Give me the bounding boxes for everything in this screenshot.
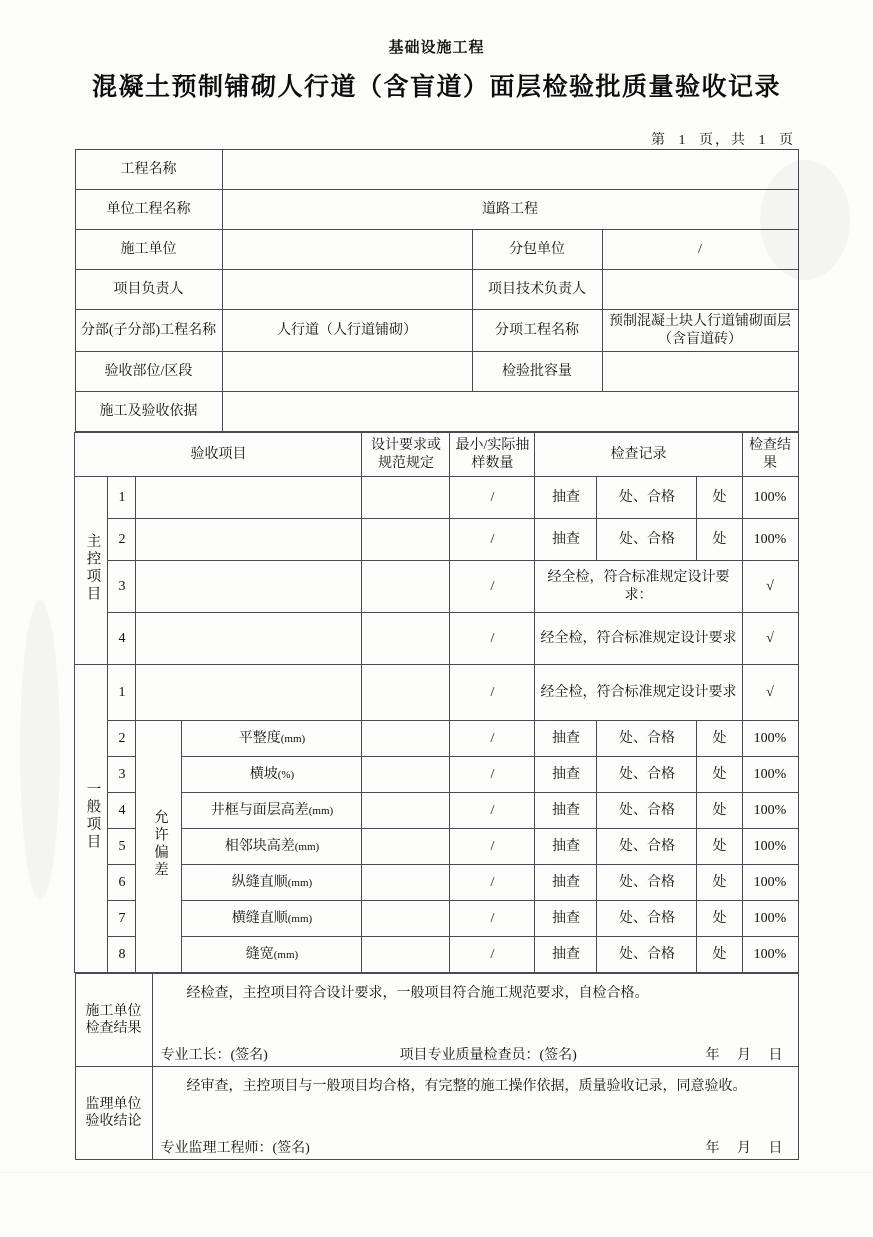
table-row xyxy=(75,937,798,973)
item-design[interactable] xyxy=(362,665,450,721)
division-value[interactable]: 人行道（人行道铺砌） xyxy=(222,310,472,352)
item-unit: (mm) xyxy=(280,732,306,745)
item-result[interactable]: 100% xyxy=(742,519,798,561)
item-name[interactable] xyxy=(182,901,362,937)
item-sampling[interactable]: / xyxy=(450,793,535,829)
item-sampling[interactable]: / xyxy=(450,757,535,793)
unit-project-value[interactable]: 道路工程 xyxy=(222,190,798,230)
item-sampling[interactable]: / xyxy=(450,665,535,721)
item-name[interactable] xyxy=(182,793,362,829)
item-design[interactable] xyxy=(362,613,450,665)
contractor-conclusion-row xyxy=(75,974,798,1067)
item-record-a[interactable]: 抽查 xyxy=(535,865,597,901)
contractor-label: 施工单位 xyxy=(75,230,222,270)
subcontractor-label: 分包单位 xyxy=(472,230,602,270)
item-no: 8 xyxy=(108,937,136,973)
item-no: 3 xyxy=(108,561,136,613)
item-design[interactable] xyxy=(362,519,450,561)
item-unit: (mm) xyxy=(294,840,320,853)
item-no: 3 xyxy=(108,757,136,793)
item-name-text: 相邻块高差 xyxy=(224,838,295,854)
item-record-full[interactable]: 经全检，符合标准规定设计要求 xyxy=(535,613,742,665)
table-row xyxy=(75,477,798,519)
page-suffix: 页 xyxy=(779,133,795,148)
item-design[interactable] xyxy=(362,477,450,519)
page-number-line xyxy=(0,129,873,149)
contractor-result-cell xyxy=(152,974,798,1067)
project-leader-label: 项目负责人 xyxy=(75,270,222,310)
inspection-header-row xyxy=(75,433,798,477)
row-contractor xyxy=(75,230,798,270)
item-result[interactable]: √ xyxy=(742,561,798,613)
contractor-result-text[interactable]: 经检查，主控项目符合设计要求，一般项目符合施工规范要求，自检合格。 xyxy=(186,986,649,1001)
item-record-b[interactable]: 处、合格 xyxy=(597,721,697,757)
supervisor-result-cell xyxy=(152,1067,798,1160)
project-info-table xyxy=(75,149,799,432)
item-no: 2 xyxy=(108,519,136,561)
location-value[interactable] xyxy=(222,352,472,392)
header-record: 检查记录 xyxy=(535,433,742,477)
item-no: 4 xyxy=(108,793,136,829)
supervisor-engineer-signature-label[interactable]: 专业监理工程师：(签名) xyxy=(160,1140,310,1156)
item-name[interactable] xyxy=(182,937,362,973)
item-record-a[interactable]: 抽查 xyxy=(535,721,597,757)
item-unit: (mm) xyxy=(287,876,313,889)
item-design[interactable] xyxy=(362,561,450,613)
item-design[interactable] xyxy=(362,757,450,793)
item-record-b[interactable]: 处、合格 xyxy=(597,477,697,519)
subcontractor-value[interactable]: / xyxy=(602,230,798,270)
table-row xyxy=(75,793,798,829)
supervisor-date-label[interactable]: 年 月 日 xyxy=(705,1140,790,1156)
location-label: 验收部位/区段 xyxy=(75,352,222,392)
unit-project-label: 单位工程名称 xyxy=(75,190,222,230)
item-record-a[interactable]: 抽查 xyxy=(535,829,597,865)
page-total: 1 xyxy=(758,133,768,148)
document-title: 混凝土预制铺砌人行道（含盲道）面层检验批质量验收记录 xyxy=(91,74,781,101)
contractor-result-label-line2: 检查结果 xyxy=(85,1021,142,1036)
item-record-c[interactable]: 处 xyxy=(697,519,742,561)
row-project-name xyxy=(75,150,798,190)
item-record-b[interactable]: 处、合格 xyxy=(597,865,697,901)
item-design[interactable] xyxy=(362,721,450,757)
supervisor-result-text[interactable]: 经审查，主控项目与一般项目均合格，有完整的施工操作依据，质量验收记录，同意验收。 xyxy=(186,1079,747,1094)
item-record-b[interactable]: 处、合格 xyxy=(597,937,697,973)
row-basis xyxy=(75,392,798,432)
item-result[interactable]: √ xyxy=(742,665,798,721)
item-result[interactable]: 100% xyxy=(742,937,798,973)
item-record-a[interactable]: 抽查 xyxy=(535,937,597,973)
item-sampling[interactable]: / xyxy=(450,901,535,937)
row-location xyxy=(75,352,798,392)
item-record-c[interactable]: 处 xyxy=(697,793,742,829)
tech-leader-label: 项目技术负责人 xyxy=(472,270,602,310)
item-name-text: 平整度 xyxy=(238,730,281,746)
table-row xyxy=(75,665,798,721)
document-subtitle: 基础设施工程 xyxy=(388,40,485,56)
scan-artifact xyxy=(0,1172,873,1173)
contractor-signature-row xyxy=(153,1045,798,1067)
scan-artifact xyxy=(20,600,60,900)
row-division xyxy=(75,310,798,352)
table-row xyxy=(75,829,798,865)
item-name[interactable] xyxy=(182,865,362,901)
item-name[interactable] xyxy=(182,721,362,757)
group-label-key-items-text: 主控项目 xyxy=(84,532,101,603)
item-design[interactable] xyxy=(362,901,450,937)
item-design[interactable] xyxy=(362,829,450,865)
item-record-b[interactable]: 处、合格 xyxy=(597,793,697,829)
item-result[interactable]: 100% xyxy=(742,901,798,937)
item-sampling[interactable]: / xyxy=(450,519,535,561)
basis-label: 施工及验收依据 xyxy=(75,392,222,432)
page-mid: 页，共 xyxy=(699,133,747,148)
item-no: 2 xyxy=(108,721,136,757)
batch-capacity-label: 检验批容量 xyxy=(472,352,602,392)
item-name[interactable] xyxy=(136,561,362,613)
header-sampling: 最小/实际抽样数量 xyxy=(450,433,535,477)
table-row xyxy=(75,519,798,561)
item-record-b[interactable]: 处、合格 xyxy=(597,829,697,865)
division-label: 分部(子分部)工程名称 xyxy=(75,310,222,352)
batch-capacity-value[interactable] xyxy=(602,352,798,392)
item-name-text: 横缝直顺 xyxy=(231,910,288,926)
item-record-full[interactable]: 经全检，符合标准规定设计要求： xyxy=(535,561,742,613)
item-record-c[interactable]: 处 xyxy=(697,757,742,793)
basis-value[interactable] xyxy=(222,392,798,432)
item-no: 4 xyxy=(108,613,136,665)
item-design[interactable] xyxy=(362,793,450,829)
item-name-text: 缝宽 xyxy=(245,946,274,962)
item-sampling[interactable]: / xyxy=(450,937,535,973)
item-name[interactable] xyxy=(136,477,362,519)
subitem-label: 分项工程名称 xyxy=(472,310,602,352)
item-record-c[interactable]: 处 xyxy=(697,721,742,757)
supervisor-result-label-line1: 监理单位 xyxy=(85,1096,142,1112)
item-record-full[interactable]: 经全检，符合标准规定设计要求 xyxy=(535,665,742,721)
project-name-label: 工程名称 xyxy=(75,150,222,190)
supervisor-conclusion-row xyxy=(75,1067,798,1160)
table-row xyxy=(75,561,798,613)
group-label-key-items xyxy=(75,477,108,665)
item-record-c[interactable]: 处 xyxy=(697,937,742,973)
item-sampling[interactable]: / xyxy=(450,829,535,865)
item-result[interactable]: 100% xyxy=(742,721,798,757)
item-name-text: 纵缝直顺 xyxy=(231,874,288,890)
subitem-value[interactable]: 预制混凝土块人行道铺砌面层（含盲道砖） xyxy=(602,310,798,352)
item-no: 1 xyxy=(108,477,136,519)
supervisor-signature-row xyxy=(153,1138,798,1160)
item-name-text: 横坡 xyxy=(249,766,278,782)
item-record-c[interactable]: 处 xyxy=(697,865,742,901)
item-name-text: 井框与面层高差 xyxy=(210,802,309,818)
page-prefix: 第 xyxy=(651,133,667,148)
item-name[interactable] xyxy=(136,665,362,721)
item-sampling[interactable]: / xyxy=(450,865,535,901)
item-name[interactable] xyxy=(136,519,362,561)
item-record-a[interactable]: 抽查 xyxy=(535,477,597,519)
item-result[interactable]: 100% xyxy=(742,865,798,901)
foreman-signature-label[interactable]: 专业工长：(签名) xyxy=(160,1047,268,1063)
item-no: 7 xyxy=(108,901,136,937)
group-label-general-items-text: 一般项目 xyxy=(84,780,101,851)
table-row xyxy=(75,721,798,757)
item-result[interactable]: √ xyxy=(742,613,798,665)
header-result: 检查结果 xyxy=(742,433,798,477)
conclusions-table xyxy=(75,973,799,1160)
item-no: 6 xyxy=(108,865,136,901)
item-record-a[interactable]: 抽查 xyxy=(535,757,597,793)
project-leader-value[interactable] xyxy=(222,270,472,310)
contractor-date-label[interactable]: 年 月 日 xyxy=(705,1047,790,1063)
item-design[interactable] xyxy=(362,937,450,973)
item-unit: (%) xyxy=(277,768,295,781)
item-name[interactable] xyxy=(182,829,362,865)
item-unit: (mm) xyxy=(287,912,313,925)
item-sampling[interactable]: / xyxy=(450,721,535,757)
tolerance-label xyxy=(136,721,182,973)
item-name[interactable] xyxy=(136,613,362,665)
item-record-b[interactable]: 处、合格 xyxy=(597,757,697,793)
item-record-c[interactable]: 处 xyxy=(697,829,742,865)
item-no: 1 xyxy=(108,665,136,721)
table-row xyxy=(75,901,798,937)
item-sampling[interactable]: / xyxy=(450,477,535,519)
item-record-c[interactable]: 处 xyxy=(697,901,742,937)
item-record-a[interactable]: 抽查 xyxy=(535,793,597,829)
item-result[interactable]: 100% xyxy=(742,757,798,793)
item-result[interactable]: 100% xyxy=(742,793,798,829)
item-record-a[interactable]: 抽查 xyxy=(535,519,597,561)
row-unit-project xyxy=(75,190,798,230)
item-sampling[interactable]: / xyxy=(450,613,535,665)
page-current: 1 xyxy=(678,133,688,148)
item-unit: (mm) xyxy=(273,948,299,961)
item-unit: (mm) xyxy=(308,804,334,817)
supervisor-result-label-line2: 验收结论 xyxy=(85,1114,142,1129)
project-name-value[interactable] xyxy=(222,150,798,190)
item-record-b[interactable]: 处、合格 xyxy=(597,519,697,561)
item-design[interactable] xyxy=(362,865,450,901)
row-project-leader xyxy=(75,270,798,310)
header-design-req: 设计要求或规范规定 xyxy=(362,433,450,477)
contractor-result-label xyxy=(75,974,152,1067)
tolerance-label-text: 允许偏差 xyxy=(151,808,168,879)
header-item: 验收项目 xyxy=(75,433,362,477)
supervisor-result-label xyxy=(75,1067,152,1160)
inspector-signature-label[interactable]: 项目专业质量检查员：(签名) xyxy=(399,1047,577,1063)
item-name[interactable] xyxy=(182,757,362,793)
item-result[interactable]: 100% xyxy=(742,829,798,865)
item-record-b[interactable]: 处、合格 xyxy=(597,901,697,937)
contractor-result-label-line1: 施工单位 xyxy=(85,1003,142,1019)
contractor-value[interactable] xyxy=(222,230,472,270)
group-label-general-items xyxy=(75,665,108,973)
item-record-c[interactable]: 处 xyxy=(697,477,742,519)
table-row xyxy=(75,613,798,665)
table-row xyxy=(75,865,798,901)
item-record-a[interactable]: 抽查 xyxy=(535,901,597,937)
table-row xyxy=(75,757,798,793)
item-result[interactable]: 100% xyxy=(742,477,798,519)
item-sampling[interactable]: / xyxy=(450,561,535,613)
inspection-table xyxy=(74,432,798,973)
item-no: 5 xyxy=(108,829,136,865)
tech-leader-value[interactable] xyxy=(602,270,798,310)
